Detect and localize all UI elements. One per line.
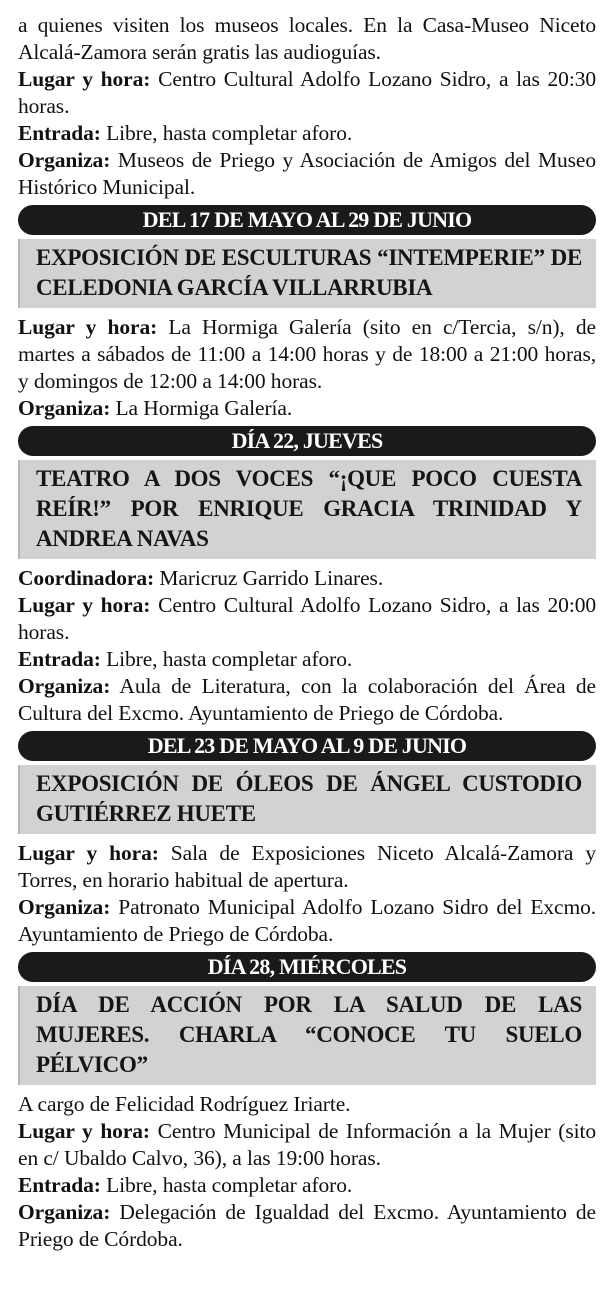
event-title-box — [18, 239, 596, 308]
event-organiza — [18, 395, 596, 422]
organiza-value: Delegación de Igualdad del Excmo. Ayuntamiento de Priego de Córdoba. — [18, 1200, 596, 1251]
organiza-label: Organiza: — [18, 895, 111, 919]
event-lugar — [18, 840, 596, 894]
event-title-box — [18, 986, 596, 1085]
organiza-value: Patronato Municipal Adolfo Lozano Sidro del Excmo. Ayuntamiento de Priego de Córdoba. — [18, 895, 596, 946]
organiza-label: Organiza: — [18, 674, 111, 698]
organiza-value: Aula de Literatura, con la colaboración del Área de Cultura del Excmo. Ayuntamiento de Priego de Córdoba. — [18, 674, 596, 725]
event-title-box — [18, 460, 596, 559]
event-organiza — [18, 1199, 596, 1253]
event-lugar — [18, 1118, 596, 1172]
entrada-label: Entrada: — [18, 121, 101, 145]
event-title: EXPOSICIÓN DE ÓLEOS DE ÁNGEL CUSTODIO GUTIÉRREZ HUETE — [36, 771, 582, 826]
organiza-label: Organiza: — [18, 148, 111, 172]
event-date-bar: DEL 17 DE MAYO AL 29 DE JUNIO — [18, 205, 596, 235]
entrada-value: Libre, hasta completar aforo. — [100, 647, 353, 671]
event-block — [18, 952, 596, 1253]
event-cargo: A cargo de Felicidad Rodríguez Iriarte. — [18, 1092, 351, 1116]
event-lugar — [18, 592, 596, 646]
agenda-page — [18, 12, 596, 1253]
event-date-bar: DEL 23 DE MAYO AL 9 DE JUNIO — [18, 731, 596, 761]
event-date-bar: DÍA 28, MIÉRCOLES — [18, 952, 596, 982]
entrada-label: Entrada: — [18, 1173, 101, 1197]
lugar-value: Centro Municipal de Información a la Mujer (sito en c/ Ubaldo Calvo, 36), a las 19:00 horas. — [18, 1119, 597, 1170]
lugar-label: Lugar y hora: — [18, 593, 151, 617]
lugar-value: Centro Cultural Adolfo Lozano Sidro, a las 20:30 horas. — [18, 67, 597, 118]
intro-text: a quienes visiten los museos locales. En la Casa-Museo Niceto Alcalá-Zamora serán gratis las audioguías. — [18, 13, 596, 64]
intro-organiza — [18, 147, 596, 201]
organiza-label: Organiza: — [18, 396, 111, 420]
event-block — [18, 426, 596, 727]
intro-entrada — [18, 120, 596, 147]
coordinadora-label: Coordinadora: — [18, 566, 155, 590]
coordinadora-value: Maricruz Garrido Linares. — [154, 566, 384, 590]
organiza-label: Organiza: — [18, 1200, 111, 1224]
event-title: EXPOSICIÓN DE ESCULTURAS “INTEMPERIE” DE CELEDONIA GARCÍA VILLARRUBIA — [36, 245, 582, 300]
organiza-value: Museos de Priego y Asociación de Amigos del Museo Histórico Municipal. — [18, 148, 596, 199]
lugar-value: Sala de Exposiciones Niceto Alcalá-Zamora y Torres, en horario habitual de apertura. — [18, 841, 597, 892]
event-block — [18, 731, 596, 948]
lugar-label: Lugar y hora: — [18, 1119, 150, 1143]
event-entrada — [18, 1172, 596, 1199]
event-entrada — [18, 646, 596, 673]
organiza-value: La Hormiga Galería. — [110, 396, 293, 420]
event-date-bar: DÍA 22, JUEVES — [18, 426, 596, 456]
lugar-label: Lugar y hora: — [18, 67, 151, 91]
lugar-value: Centro Cultural Adolfo Lozano Sidro, a las 20:00 horas. — [18, 593, 597, 644]
event-coordinadora — [18, 565, 596, 592]
intro-section — [18, 12, 596, 201]
lugar-value: La Hormiga Galería (sito en c/Tercia, s/n), de martes a sábados de 11:00 a 14:00 horas y de 18:00 a 21:00 horas, y domingos de 12:00 a 14:00 horas. — [18, 315, 596, 393]
entrada-label: Entrada: — [18, 647, 101, 671]
event-organiza — [18, 894, 596, 948]
event-title: DÍA DE ACCIÓN POR LA SALUD DE LAS MUJERES. CHARLA “CONOCE TU SUELO PÉLVICO” — [36, 992, 582, 1077]
entrada-value: Libre, hasta completar aforo. — [100, 1173, 353, 1197]
event-lugar — [18, 314, 596, 395]
event-title: TEATRO A DOS VOCES “¡QUE POCO CUESTA REÍR!” POR ENRIQUE GRACIA TRINIDAD Y ANDREA NAVAS — [36, 466, 582, 551]
entrada-value: Libre, hasta completar aforo. — [100, 121, 353, 145]
lugar-label: Lugar y hora: — [18, 841, 159, 865]
lugar-label: Lugar y hora: — [18, 315, 158, 339]
event-organiza — [18, 673, 596, 727]
event-block — [18, 205, 596, 422]
intro-lugar — [18, 66, 596, 120]
event-title-box — [18, 765, 596, 834]
